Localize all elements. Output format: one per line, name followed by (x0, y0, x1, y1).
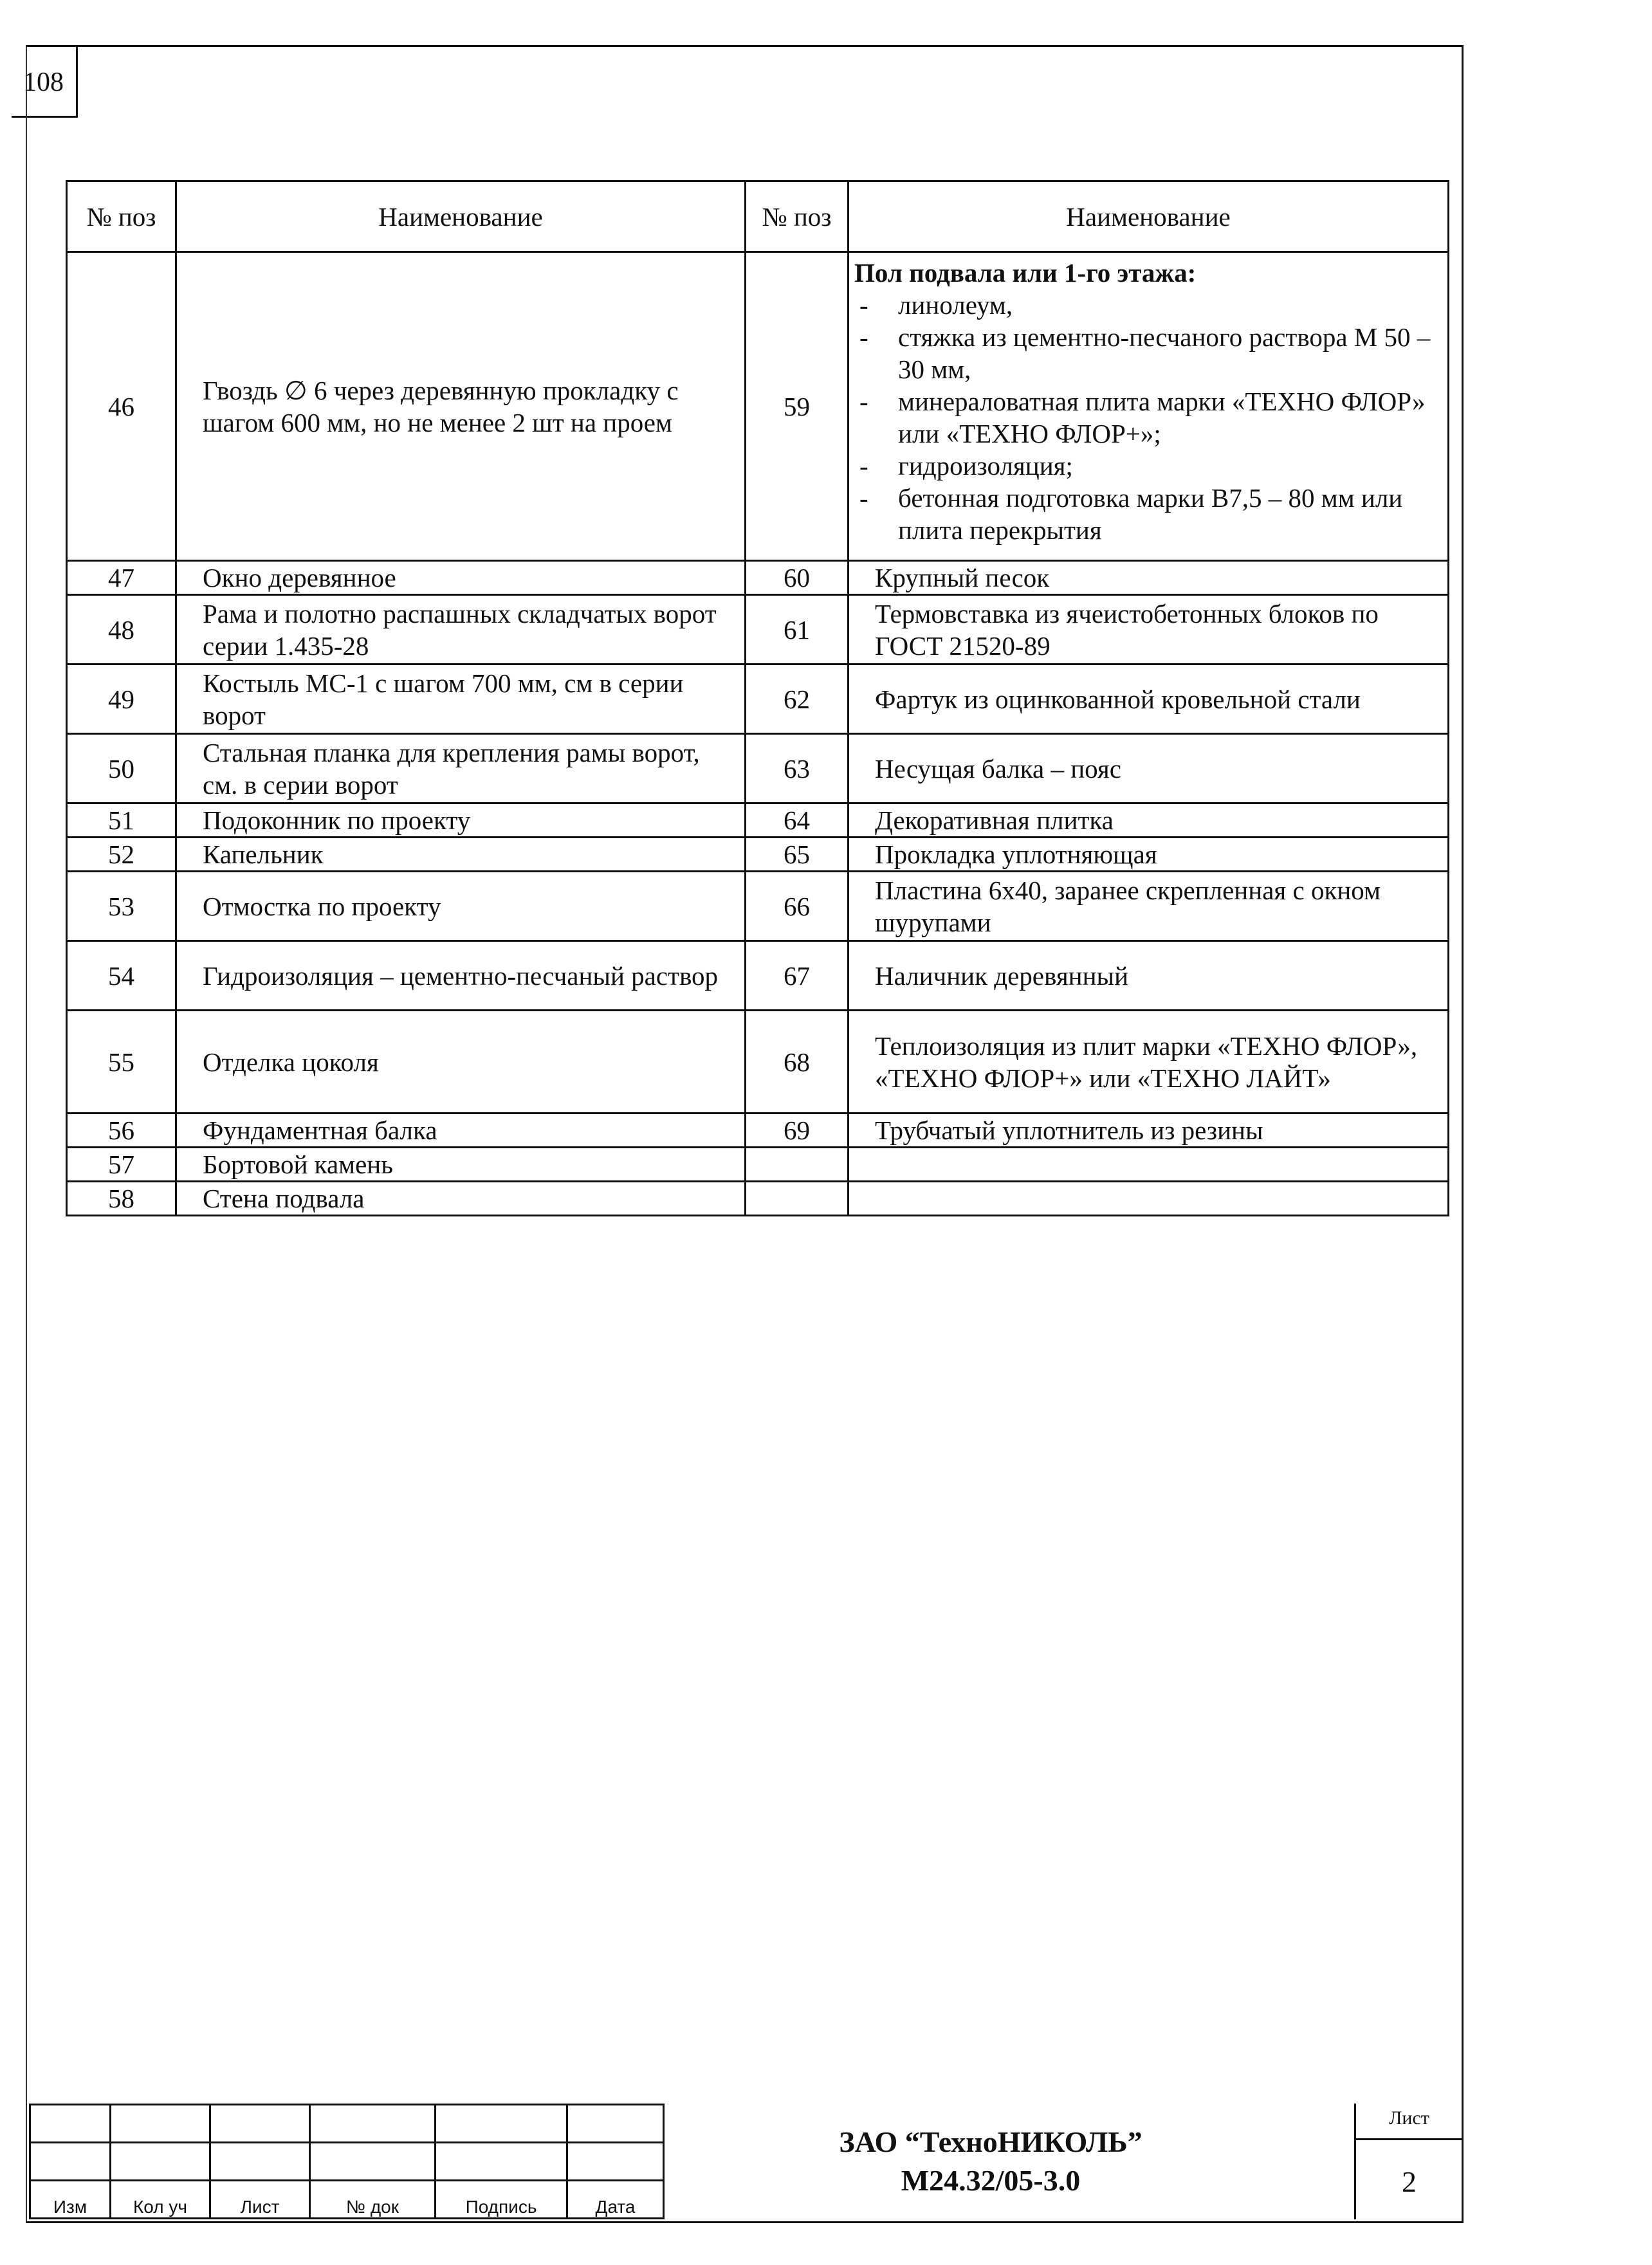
name-cell: Отмостка по проекту (176, 872, 746, 941)
table-row (67, 252, 1449, 561)
pos-cell: 57 (67, 1148, 176, 1182)
pos-cell: 68 (746, 1011, 849, 1114)
sheet-box (1354, 2104, 1462, 2219)
stamp-label: № док (310, 2181, 436, 2219)
name-cell: Наличник деревянный (849, 941, 1449, 1011)
list-item: - стяжка из цементно-песчаного раствора М 50 – 30 мм, (854, 321, 1442, 385)
name-cell: Фундаментная балка (176, 1114, 746, 1148)
pos-cell: 54 (67, 941, 176, 1011)
header-pos-right: № поз (746, 181, 849, 252)
stamp-label: Дата (567, 2181, 664, 2219)
pos-cell: 67 (746, 941, 849, 1011)
page-number: 108 (23, 68, 64, 97)
table-row (67, 665, 1449, 734)
title-block (29, 2104, 1460, 2219)
stamp-label: Лист (210, 2181, 310, 2219)
name-cell: Стена подвала (176, 1182, 746, 1216)
pos-cell: 50 (67, 734, 176, 803)
pos-cell: 48 (67, 595, 176, 665)
pos-cell: 58 (67, 1182, 176, 1216)
pos-cell: 49 (67, 665, 176, 734)
pos-cell: 60 (746, 561, 849, 595)
table-row (67, 595, 1449, 665)
pos-cell: 65 (746, 838, 849, 872)
name-cell-item59 (849, 252, 1449, 561)
list-item: - гидроизоляция; (854, 450, 1442, 482)
pos-cell: 51 (67, 803, 176, 838)
name-cell: Гидроизоляция – цементно-песчаный раствор (176, 941, 746, 1011)
table-header (67, 181, 1449, 252)
table-row (67, 1114, 1449, 1148)
pos-cell: 66 (746, 872, 849, 941)
stamp-label: Кол уч (111, 2181, 210, 2219)
pos-cell: 62 (746, 665, 849, 734)
name-cell: Трубчатый уплотнитель из резины (849, 1114, 1449, 1148)
name-cell: Рама и полотно распашных складчатых ворот серии 1.435-28 (176, 595, 746, 665)
pos-cell: 55 (67, 1011, 176, 1114)
list-item: - бетонная подготовка марки В7,5 – 80 мм или плита перекрытия (854, 482, 1442, 546)
stamp-grid (29, 2104, 665, 2219)
stamp-labels-row (30, 2181, 664, 2219)
name-cell: Теплоизоляция из плит марки «ТЕХНО ФЛОР», «ТЕХНО ФЛОР+» или «ТЕХНО ЛАЙТ» (849, 1011, 1449, 1114)
table-row (67, 1182, 1449, 1216)
name-cell: Капельник (176, 838, 746, 872)
name-cell: Гвоздь ∅ 6 через деревянную прокладку с шагом 600 мм, но не менее 2 шт на проем (176, 252, 746, 561)
table-row (67, 872, 1449, 941)
pos-cell: 64 (746, 803, 849, 838)
name-cell: Стальная планка для крепления рамы ворот, см. в серии ворот (176, 734, 746, 803)
pos-cell: 46 (67, 252, 176, 561)
pos-cell (746, 1148, 849, 1182)
pos-cell: 47 (67, 561, 176, 595)
stamp-label: Изм (30, 2181, 111, 2219)
name-cell: Пластина 6х40, заранее скрепленная с окном шурупами (849, 872, 1449, 941)
pos-cell: 56 (67, 1114, 176, 1148)
name-cell (849, 1148, 1449, 1182)
list-item: - минераловатная плита марки «ТЕХНО ФЛОР» или «ТЕХНО ФЛОР+»; (854, 385, 1442, 450)
name-cell: Бортовой камень (176, 1148, 746, 1182)
pos-cell: 63 (746, 734, 849, 803)
item59-list (854, 289, 1442, 546)
pos-cell: 52 (67, 838, 176, 872)
item59-title: Пол подвала или 1-го этажа: (854, 258, 1197, 288)
header-pos-left: № поз (67, 181, 176, 252)
sheet-divider (1356, 2138, 1462, 2140)
name-cell: Термовставка из ячеистобетонных блоков по ГОСТ 21520-89 (849, 595, 1449, 665)
stamp-label: Подпись (436, 2181, 567, 2219)
table-row (67, 1011, 1449, 1114)
sheet-number: 2 (1402, 2165, 1417, 2198)
document-code: М24.32/05-3.0 (901, 2164, 1081, 2197)
table-row (67, 734, 1449, 803)
name-cell: Окно деревянное (176, 561, 746, 595)
table-row (67, 803, 1449, 838)
table-row (67, 838, 1449, 872)
pos-cell: 53 (67, 872, 176, 941)
name-cell (849, 1182, 1449, 1216)
pos-cell (746, 1182, 849, 1216)
table-row (67, 941, 1449, 1011)
name-cell: Фартук из оцинкованной кровельной стали (849, 665, 1449, 734)
pos-cell: 69 (746, 1114, 849, 1148)
table-row (67, 561, 1449, 595)
name-cell: Декоративная плитка (849, 803, 1449, 838)
header-name-right: Наименование (849, 181, 1449, 252)
name-cell: Отделка цоколя (176, 1011, 746, 1114)
name-cell: Крупный песок (849, 561, 1449, 595)
sheet-label: Лист (1389, 2107, 1429, 2129)
pos-cell: 59 (746, 252, 849, 561)
name-cell: Прокладка уплотняющая (849, 838, 1449, 872)
specification-table (66, 180, 1449, 1216)
list-item: - линолеум, (854, 289, 1442, 321)
organization-block (634, 2123, 1348, 2200)
table-row (67, 1148, 1449, 1182)
organization-name: ЗАО “ТехноНИКОЛЬ” (839, 2125, 1143, 2158)
name-cell: Подоконник по проекту (176, 803, 746, 838)
name-cell: Несущая балка – пояс (849, 734, 1449, 803)
header-name-left: Наименование (176, 181, 746, 252)
name-cell: Костыль МС-1 с шагом 700 мм, см в серии ворот (176, 665, 746, 734)
pos-cell: 61 (746, 595, 849, 665)
